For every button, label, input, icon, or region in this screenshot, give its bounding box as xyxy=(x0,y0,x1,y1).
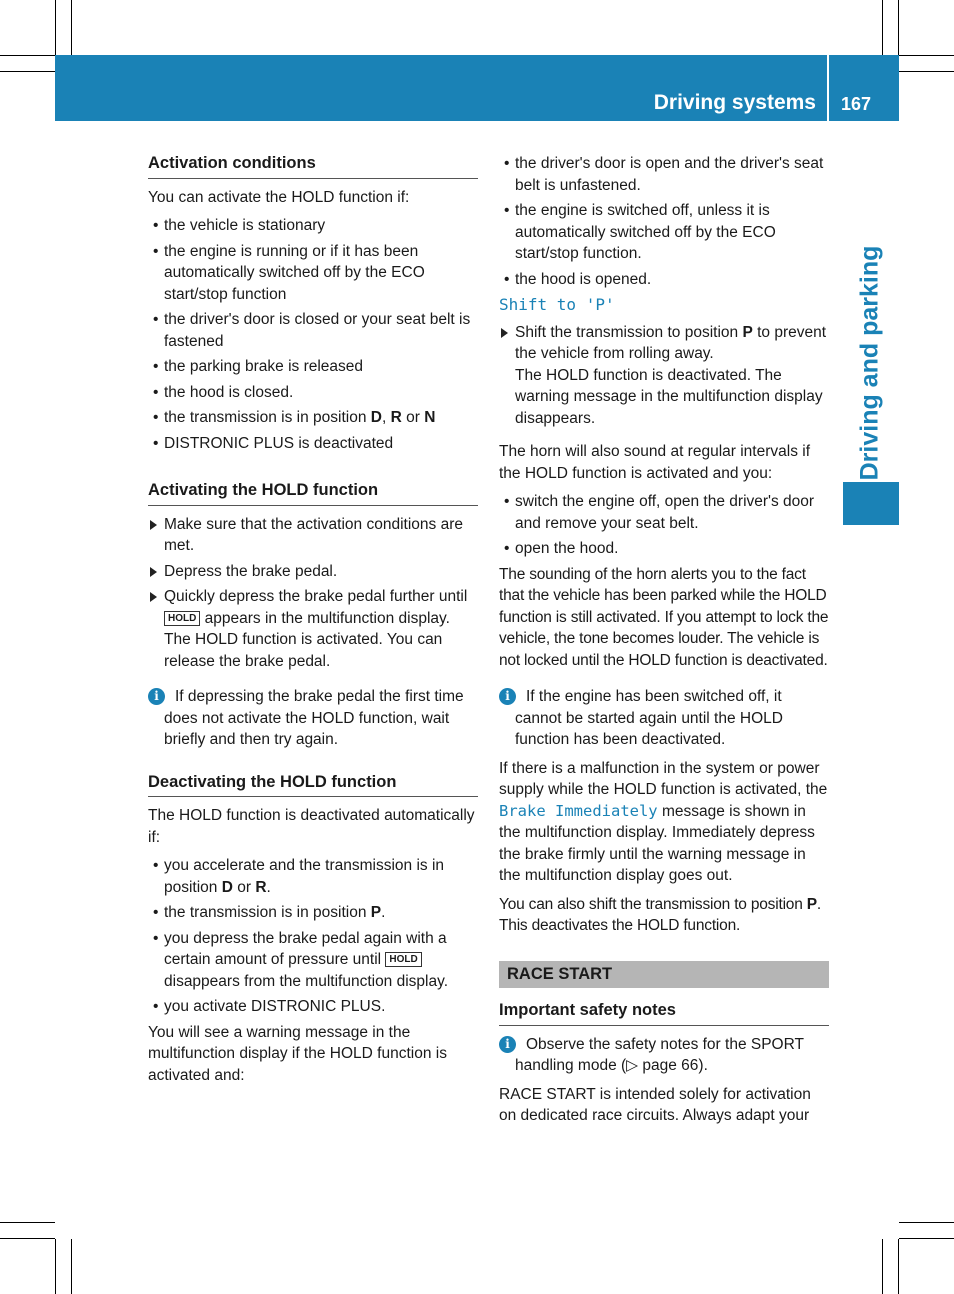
text: you accelerate and the transmission is in position xyxy=(164,857,445,896)
list-item xyxy=(148,928,478,993)
gear-d: D xyxy=(221,878,233,896)
info-icon: i xyxy=(499,688,516,705)
info-icon: i xyxy=(499,1036,516,1053)
text: appears in the multifunction display. xyxy=(200,609,450,627)
list-item xyxy=(148,407,478,429)
text: or xyxy=(401,409,425,426)
text: . xyxy=(266,878,271,896)
section-heading-race-start: RACE START xyxy=(499,961,829,989)
text: . xyxy=(381,904,386,921)
crop-mark xyxy=(0,55,55,56)
list-item: • the driver's door is open and the driver's seat belt is unfastened. xyxy=(499,153,829,196)
deactivating-intro: The HOLD function is deactivated automatically if: xyxy=(148,807,475,846)
heading-deactivating-hold: Deactivating the HOLD function xyxy=(148,772,478,798)
info-note xyxy=(499,686,829,751)
display-message-shift-to-p: Shift to 'P' xyxy=(499,295,615,314)
malfunction-paragraph xyxy=(499,758,829,887)
crop-mark xyxy=(898,0,899,55)
gear-p: P xyxy=(370,904,382,921)
gear-r: R xyxy=(390,409,402,426)
crop-mark xyxy=(882,1239,883,1294)
step-result: The HOLD function is activated. You can release the brake pedal. xyxy=(164,631,443,670)
crop-mark xyxy=(0,1222,55,1223)
list-item: • the hood is opened. xyxy=(499,269,829,291)
info-text: If the engine has been switched off, it cannot be started again until the HOLD function has been deactivated. xyxy=(515,688,783,748)
page-header xyxy=(55,55,899,121)
crop-mark xyxy=(899,1238,954,1239)
race-start-text: RACE START is intended solely for activation on dedicated race circuits. Always adapt your xyxy=(499,1085,811,1124)
text: Quickly depress the brake pedal further until xyxy=(164,588,468,605)
right-column xyxy=(499,153,829,1134)
crop-mark xyxy=(0,71,55,72)
gear-n: N xyxy=(424,409,436,426)
display-message-brake-immediately: Brake Immediately xyxy=(499,801,658,820)
text: message is shown in the multifunction display. Immediately depress the brake firmly until the warning message in the multifunction display goes out. xyxy=(499,802,815,884)
text: you depress the brake pedal again with a certain amount of pressure until xyxy=(164,929,447,968)
text: the transmission is in position xyxy=(164,904,371,921)
list-item: • the engine is switched off, unless it is automatically switched off by the ECO start/stop function. xyxy=(499,200,829,265)
crop-mark xyxy=(71,1239,72,1294)
hold-symbol: HOLD xyxy=(164,611,200,626)
left-column xyxy=(148,153,478,1093)
deactivating-outro: You will see a warning message in the multifunction display if the HOLD function is activated and: xyxy=(148,1023,447,1084)
crop-mark xyxy=(55,1239,56,1294)
list-item: • DISTRONIC PLUS is deactivated xyxy=(148,433,478,455)
text: You can also shift the transmission to position xyxy=(499,895,807,913)
list-item: • the driver's door is closed or your seat belt is fastened xyxy=(148,309,478,352)
text: disappears from the multifunction display. xyxy=(164,972,449,990)
page-number: 167 xyxy=(841,94,872,114)
list-item: • open the hood. xyxy=(499,538,829,560)
gear-p: P xyxy=(806,895,817,913)
crop-mark xyxy=(899,55,954,56)
crop-mark xyxy=(0,1238,55,1239)
info-icon: i xyxy=(148,688,165,705)
step-item xyxy=(148,586,478,672)
info-note xyxy=(148,686,478,751)
info-text: If depressing the brake pedal the first time does not activate the HOLD function, wait briefly and then try again. xyxy=(164,688,464,748)
crop-mark xyxy=(882,0,883,55)
list-item: • the parking brake is released xyxy=(148,356,478,378)
text: . This deactivates the HOLD function. xyxy=(499,895,822,934)
shift-paragraph xyxy=(499,894,829,937)
text: or xyxy=(232,878,256,896)
text: If there is a malfunction in the system or power supply while the HOLD function is activated, the xyxy=(499,759,828,798)
list-item xyxy=(148,902,478,924)
text: to prevent the vehicle from rolling away. xyxy=(515,323,827,362)
list-item: • the engine is running or if it has been automatically switched off by the ECO start/stop function xyxy=(148,241,478,306)
list-item: • switch the engine off, open the driver's door and remove your seat belt. xyxy=(499,491,829,534)
crop-mark xyxy=(899,1222,954,1223)
info-text: Observe the safety notes for the SPORT handling mode (▷ page 66). xyxy=(515,1035,804,1074)
list-item: • the vehicle is stationary xyxy=(148,215,478,237)
section-title: Driving systems xyxy=(653,91,816,114)
header-divider xyxy=(827,55,829,121)
horn-explanation: The sounding of the horn alerts you to the fact that the vehicle has been parked while the HOLD function is still activated. If you attempt to lock the vehicle, the tone becomes louder. The vehicle is not locked until the HOLD function is deactivated. xyxy=(499,565,829,669)
text: the transmission is in position xyxy=(164,409,371,426)
list-item: • you activate DISTRONIC PLUS. xyxy=(148,996,478,1018)
crop-mark xyxy=(55,0,56,55)
step-item: Depress the brake pedal. xyxy=(148,561,478,583)
gear-d: D xyxy=(370,409,382,426)
text: Shift the transmission to position xyxy=(515,323,743,341)
info-note xyxy=(499,1034,829,1077)
gear-r: R xyxy=(255,878,267,896)
crop-mark xyxy=(899,71,954,72)
heading-important-safety-notes: Important safety notes xyxy=(499,1000,829,1026)
text: , xyxy=(381,409,391,426)
list-item xyxy=(148,855,478,898)
chapter-tab-label: Driving and parking xyxy=(855,245,884,481)
step-item: Make sure that the activation conditions are met. xyxy=(148,514,478,557)
step-result: The HOLD function is deactivated. The warning message in the multifunction display disappears. xyxy=(515,366,823,427)
crop-mark xyxy=(71,0,72,55)
chapter-tab-marker xyxy=(843,482,899,525)
heading-activation-conditions: Activation conditions xyxy=(148,153,478,179)
list-item: • the hood is closed. xyxy=(148,382,478,404)
gear-p: P xyxy=(742,323,753,341)
heading-activating-hold: Activating the HOLD function xyxy=(148,480,478,506)
activation-intro: You can activate the HOLD function if: xyxy=(148,188,410,206)
horn-intro: The horn will also sound at regular intervals if the HOLD function is activated and you: xyxy=(499,443,811,482)
step-item xyxy=(499,322,829,430)
hold-symbol: HOLD xyxy=(385,952,421,967)
crop-mark xyxy=(898,1239,899,1294)
